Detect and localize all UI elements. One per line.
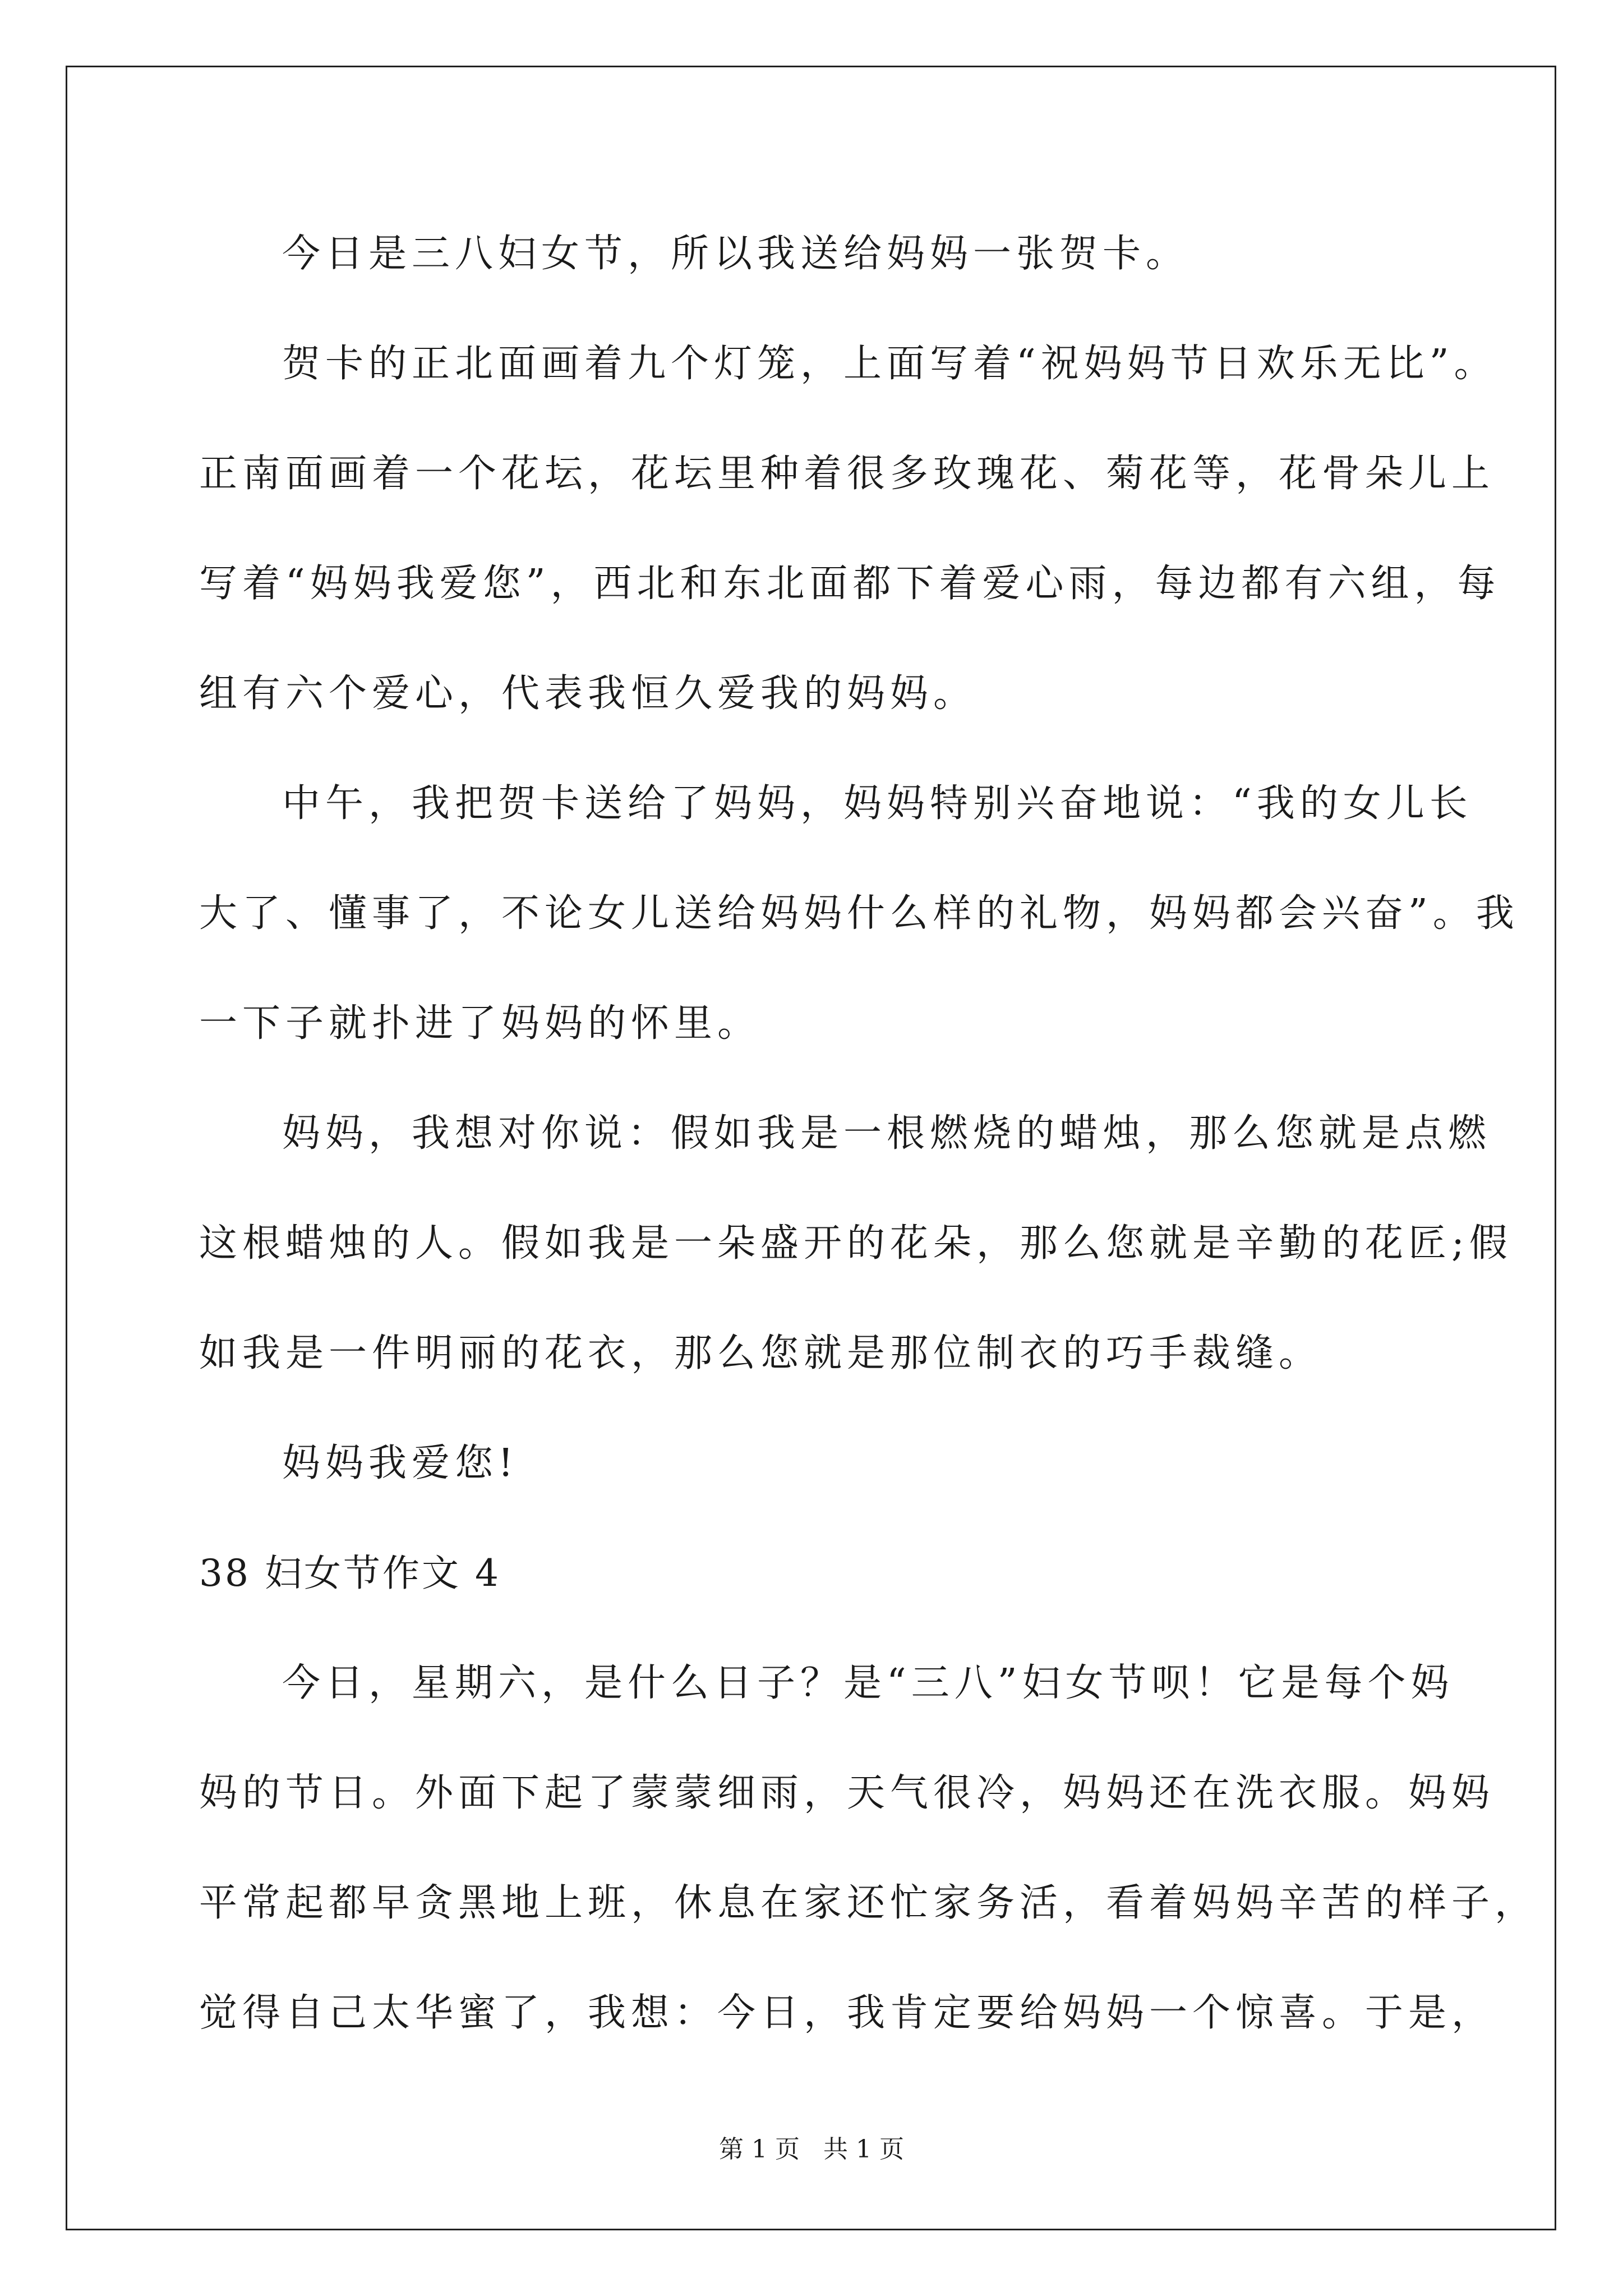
text-line: 贺卡的正北面画着九个灯笼，上面写着“祝妈妈节日欢乐无比”。: [282, 342, 1497, 386]
text-line: 中午，我把贺卡送给了妈妈，妈妈特别兴奋地说：“我的女儿长: [282, 781, 1473, 826]
page-footer: 第 1 页 共 1 页: [719, 2135, 904, 2164]
text-line: 平常起都早贪黑地上班，休息在家还忙家务活，看着妈妈辛苦的样子，: [199, 1881, 1538, 1925]
text-line: 一下子就扑进了妈妈的怀里。: [199, 1001, 761, 1046]
text-line: 写着“妈妈我爱您”，西北和东北面都下着爱心雨，每边都有六组，每: [199, 562, 1501, 606]
text-line: 正南面画着一个花坛，花坛里种着很多玫瑰花、菊花等，花骨朵儿上: [199, 452, 1495, 496]
text-line: 觉得自己太华蜜了，我想：今日，我肯定要给妈妈一个惊喜。于是，: [199, 1991, 1495, 2035]
text-line: 今日，星期六，是什么日子？是“三八”妇女节呗！它是每个妈: [282, 1661, 1454, 1705]
text-line: 今日是三八妇女节，所以我送给妈妈一张贺卡。: [282, 232, 1189, 276]
section-heading: 38 妇女节作文 4: [199, 1552, 501, 1595]
text-line: 组有六个爱心，代表我恒久爱我的妈妈。: [199, 671, 977, 716]
text-line: 妈妈我爱您!: [282, 1441, 519, 1485]
text-line: 大了、懂事了，不论女儿送给妈妈什么样的礼物，妈妈都会兴奋”。我: [199, 891, 1519, 936]
text-line: 这根蜡烛的人。假如我是一朵盛开的花朵，那么您就是辛勤的花匠;假: [199, 1221, 1513, 1266]
text-line: 妈的节日。外面下起了蒙蒙细雨，天气很冷，妈妈还在洗衣服。妈妈: [199, 1771, 1495, 1815]
text-line: 如我是一件明丽的花衣，那么您就是那位制衣的巧手裁缝。: [199, 1331, 1322, 1375]
document-body: [199, 199, 1538, 2068]
text-line: 妈妈，我想对你说：假如我是一根燃烧的蜡烛，那么您就是点燃: [282, 1111, 1492, 1156]
